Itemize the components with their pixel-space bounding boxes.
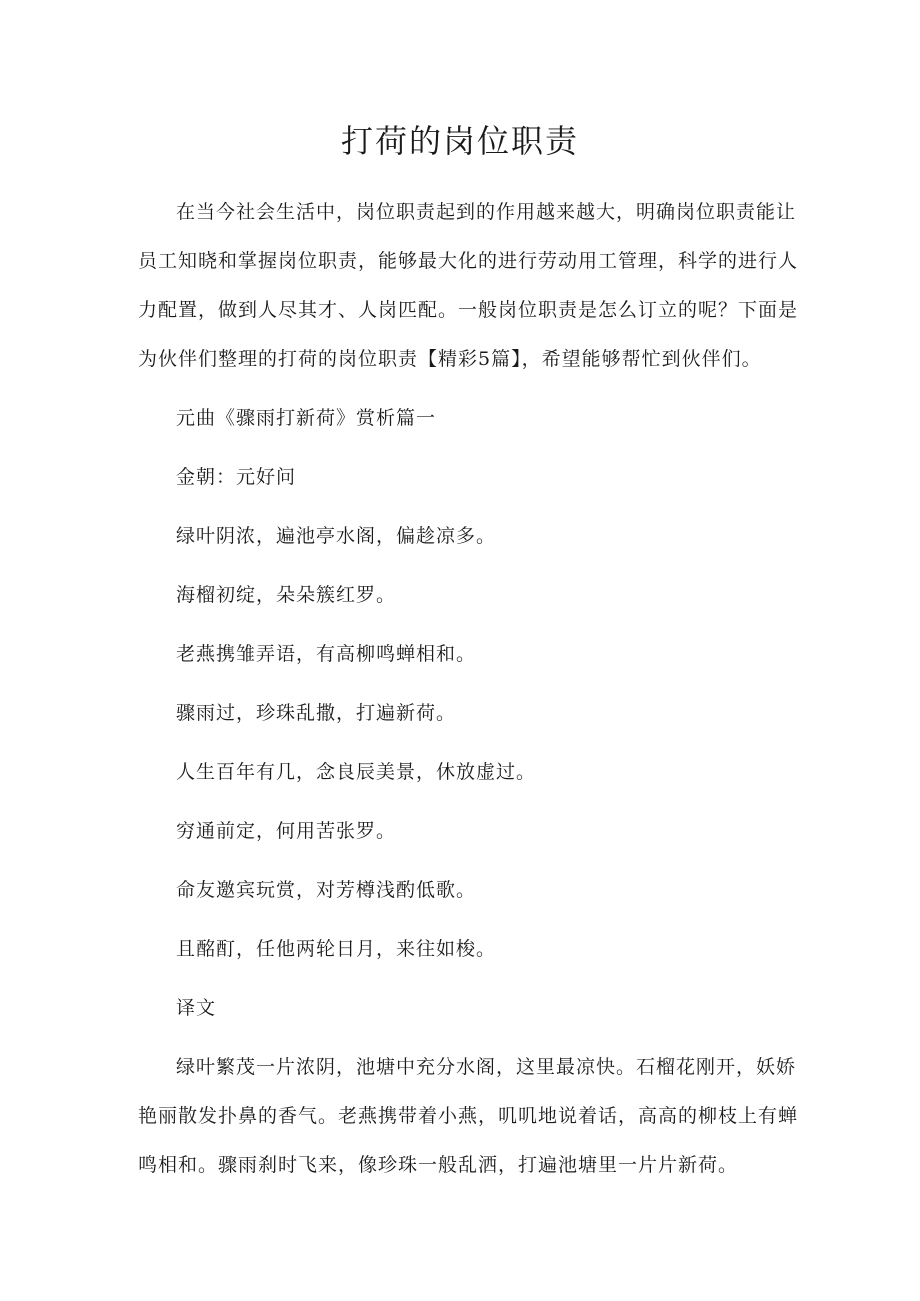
document-body (138, 188, 798, 1190)
document-title: 打荷的岗位职责 (340, 122, 579, 160)
poem-line: 海榴初绽，朵朵簇红罗。 (176, 584, 397, 606)
poem-line: 穷通前定，何用苦张罗。 (176, 820, 397, 842)
spacer (138, 384, 798, 394)
section-heading: 译文 (176, 997, 217, 1019)
poem-line: 绿叶阴浓，遍池亭水阁，偏趁凉多。 (176, 525, 497, 547)
poem-line: 元曲《骤雨打新荷》赏析篇一 (176, 407, 437, 429)
poem-line: 骤雨过，珍珠乱撒，打遍新荷。 (176, 702, 457, 724)
poem-line: 命友邀宾玩赏，对芳樽浅酌低歌。 (176, 879, 477, 901)
translation-paragraph: 绿叶繁茂一片浓阴，池塘中充分水阁，这里最凉快。石榴花刚开，妖娇艳丽散发扑鼻的香气。老燕携带着小燕，叽叽地说着话，高高的柳枝上有蝉鸣相和。骤雨刹时飞来，像珍珠一般乱洒，打遍池塘里一片片新荷。 (138, 1056, 799, 1176)
intro-paragraph: 在当今社会生活中，岗位职责起到的作用越来越大，明确岗位职责能让员工知晓和掌握岗位职责，能够最大化的进行劳动用工管理，科学的进行人力配置，做到人尽其才、人岗匹配。一般岗位职责是怎么订立的呢？下面是为伙伴们整理的打荷的岗位职责【精彩5篇】，希望能够帮忙到伙伴们。 (138, 201, 799, 370)
poem-line: 老燕携雏弄语，有高柳鸣蝉相和。 (176, 643, 477, 665)
poem-line: 人生百年有几，念良辰美景，休放虚过。 (176, 761, 537, 783)
poem-line: 金朝：元好问 (176, 466, 297, 488)
poem-line: 且酩酊，任他两轮日月，来往如梭。 (176, 938, 497, 960)
